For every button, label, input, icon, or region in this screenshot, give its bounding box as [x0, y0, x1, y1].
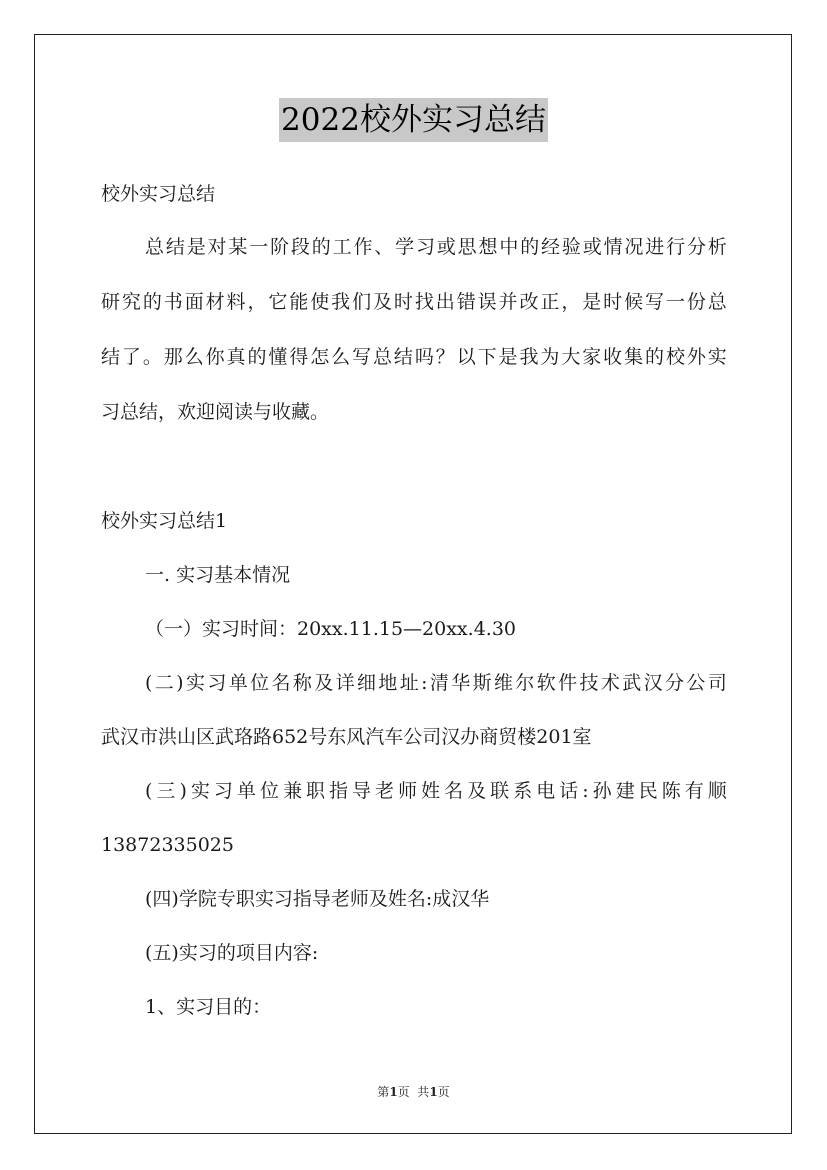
item-internship-purpose: 1、实习目的：	[145, 996, 272, 1018]
item-company-address: 武汉市洪山区武珞路652号东风汽车公司汉办商贸楼201室	[101, 726, 592, 748]
item-basic-info: 一. 实习基本情况	[145, 564, 291, 586]
item-internship-time: （一）实习时间：20xx.11.15—20xx.4.30	[145, 618, 516, 640]
intro-line-4: 习总结，欢迎阅读与收藏。	[101, 401, 330, 423]
section-title: 校外实习总结1	[101, 510, 228, 532]
item-college-tutor: (四)学院专职实习指导老师及姓名:成汉华	[145, 888, 490, 910]
page-footer	[0, 1084, 827, 1100]
footer-prefix: 第	[377, 1085, 390, 1099]
footer-page-total: 1	[429, 1085, 438, 1099]
intro-line-3: 结了。那么你真的懂得怎么写总结吗？以下是我为大家收集的校外实	[101, 346, 727, 368]
document-title: 2022校外实习总结	[279, 98, 548, 142]
item-company-name: (二)实习单位名称及详细地址:清华斯维尔软件技术武汉分公司	[145, 672, 727, 694]
footer-suffix: 页	[437, 1085, 450, 1099]
intro-line-1: 总结是对某一阶段的工作、学习或思想中的经验或情况进行分析	[145, 236, 727, 258]
intro-line-2: 研究的书面材料，它能使我们及时找出错误并改正，是时候写一份总	[101, 291, 727, 313]
item-project-content: (五)实习的项目内容:	[145, 942, 319, 964]
footer-mid: 页 共	[397, 1085, 430, 1099]
footer-page-current: 1	[389, 1085, 398, 1099]
title-wrap	[0, 98, 827, 142]
document-subtitle: 校外实习总结	[101, 183, 216, 205]
item-tutor-phone: 13872335025	[101, 834, 234, 856]
item-part-time-tutor: (三)实习单位兼职指导老师姓名及联系电话:孙建民陈有顺	[145, 780, 727, 802]
